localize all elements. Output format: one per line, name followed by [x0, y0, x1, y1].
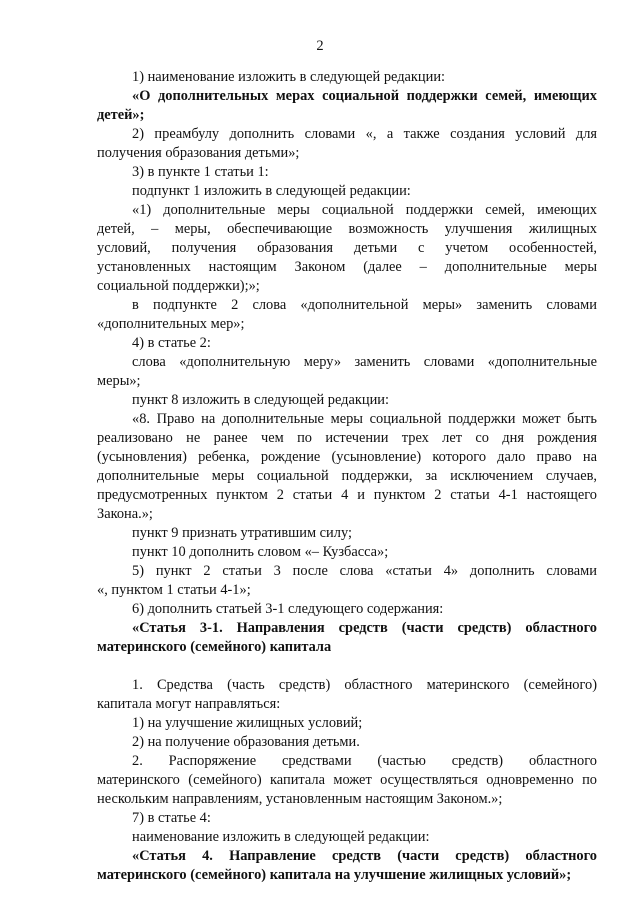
article-4-heading: 7) в статье 4: — [132, 810, 211, 826]
article-3-1-point-2-line-3: нескольким направлениям, установленным настоящим Законом.»; — [97, 791, 503, 807]
word-replacement-line-1: слова «дополнительную меру» заменить словами «дополнительные — [132, 354, 597, 370]
article-4-rename-instruction: наименование изложить в следующей редакции: — [132, 829, 430, 845]
subpoint-2-amendment-line-1: в подпункте 2 слова «дополнительной меры» заменить словами — [132, 297, 597, 313]
article-3-1-point-1-line-1: 1. Средства (часть средств) областного материнского (семейного) — [132, 677, 597, 693]
subpoint-1-text-line-4: установленных настоящим Законом (далее – дополнительные меры — [97, 259, 597, 275]
article-3-1-point-2-line-2: материнского (семейного) капитала может осуществляться одновременно по — [97, 772, 597, 788]
paragraph-rename-instruction: 1) наименование изложить в следующей редакции: — [132, 69, 446, 85]
spacer — [97, 657, 597, 676]
subpoint-1-text-line-1: «1) дополнительные меры социальной поддержки семей, имеющих — [132, 202, 597, 218]
preamble-amendment-line-2: получения образования детьми»; — [97, 145, 300, 161]
new-title-line-1: «О дополнительных мерах социальной поддержки семей, имеющих — [132, 88, 597, 104]
article-3-1-title-line-2: материнского (семейного) капитала — [97, 639, 332, 655]
document-body — [97, 68, 597, 885]
direction-housing: 1) на улучшение жилищных условий; — [132, 715, 363, 731]
article-3-amendment-line-2: «, пунктом 1 статьи 4-1»; — [97, 582, 251, 598]
point-10-amendment: пункт 10 дополнить словом «– Кузбасса»; — [132, 544, 389, 560]
article-3-1-title-line-1: «Статья 3-1. Направления средств (части средств) областного — [132, 620, 597, 636]
page-number: 2 — [316, 38, 324, 54]
article-3-1-point-2-line-1: 2. Распоряжение средствами (частью средств) областного — [132, 753, 597, 769]
article-4-title-line-2: материнского (семейного) капитала на улучшение жилищных условий»; — [97, 867, 572, 883]
point-8-text-line-3: (усыновления) ребенка, рождение (усыновление) которого дало право на — [97, 449, 597, 465]
point-8-text-line-6: Закона.»; — [97, 506, 153, 522]
point-8-text-line-5: предусмотренных пунктом 2 статьи 4 и пунктом 2 статьи 4-1 настоящего — [97, 487, 597, 503]
preamble-amendment-line-1: 2) преамбулу дополнить словами «, а также создания условий для — [132, 126, 597, 142]
article-2-heading: 4) в статье 2: — [132, 335, 211, 351]
point-9-repeal: пункт 9 признать утратившим силу; — [132, 525, 352, 541]
direction-education: 2) на получение образования детьми. — [132, 734, 360, 750]
point-8-text-line-2: реализовано не ранее чем по истечении трех лет со дня рождения — [97, 430, 597, 446]
word-replacement-line-2: меры»; — [97, 373, 141, 389]
subpoint-1-text-line-2: детей, – меры, обеспечивающие возможность улучшения жилищных — [97, 221, 597, 237]
article-3-1-insert-instruction: 6) дополнить статьей 3-1 следующего содержания: — [132, 601, 444, 617]
article-1-point-1-heading: 3) в пункте 1 статьи 1: — [132, 164, 269, 180]
point-8-text-line-1: «8. Право на дополнительные меры социальной поддержки может быть — [132, 411, 597, 427]
new-title-line-2: детей»; — [97, 107, 145, 123]
point-8-text-line-4: дополнительные меры социальной поддержки, за исключением случаев, — [97, 468, 597, 484]
point-8-instruction: пункт 8 изложить в следующей редакции: — [132, 392, 389, 408]
article-3-amendment-line-1: 5) пункт 2 статьи 3 после слова «статьи 4» дополнить словами — [132, 563, 597, 579]
article-3-1-point-1-line-2: капитала могут направляться: — [97, 696, 281, 712]
subpoint-1-text-line-5: социальной поддержки);»; — [97, 278, 260, 294]
article-4-title-line-1: «Статья 4. Направление средств (части средств) областного — [132, 848, 597, 864]
subpoint-1-instruction: подпункт 1 изложить в следующей редакции: — [132, 183, 411, 199]
subpoint-2-amendment-line-2: «дополнительных мер»; — [97, 316, 245, 332]
subpoint-1-text-line-3: условий, получения образования детьми с учетом особенностей, — [97, 240, 597, 256]
